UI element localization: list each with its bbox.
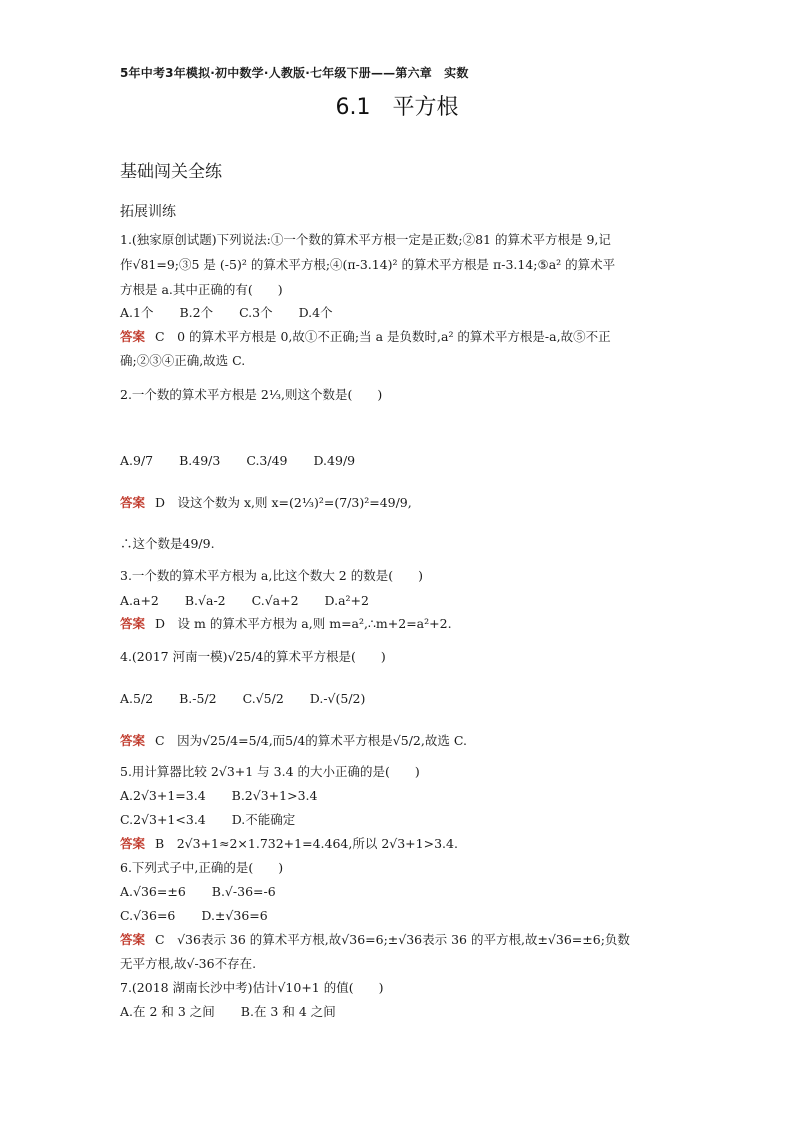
q1-answer-text: C 0 的算术平方根是 0,故①不正确;当 a 是负数时,a² 的算术平方根是-a,故⑤不正 [155, 329, 611, 344]
q2-option-a: A.9/7 [120, 453, 154, 468]
q4-answer-text: C 因为√25/4=5/4,而5/4的算术平方根是√5/2,故选 C. [155, 733, 467, 748]
q1-option-d: D.4个 [298, 305, 333, 320]
q5-options-row1 [120, 787, 339, 805]
q3-stem: 3.一个数的算术平方根为 a,比这个数大 2 的数是( ) [120, 568, 423, 583]
q5-options-row2 [120, 811, 317, 829]
q2-option-b: B.49/3 [179, 453, 221, 468]
q4-option-c: C.√5/2 [242, 691, 284, 706]
q2-stem: 2.一个数的算术平方根是 2⅓,则这个数是( ) [120, 387, 383, 402]
q3-options [120, 592, 391, 610]
q4-stem: 4.(2017 河南一模)√25/4的算术平方根是( ) [120, 649, 386, 664]
q7-option-b: B.在 3 和 4 之间 [240, 1004, 336, 1019]
q1-stem-line3: 方根是 a.其中正确的有( ) [120, 282, 283, 297]
answer-tag: 答案 [120, 616, 146, 631]
q1-option-b: B.2个 [179, 305, 214, 320]
q2-answer-text: D 设这个数为 x,则 x=(2⅓)²=(7/3)²=49/9, [155, 495, 412, 510]
q1-answer-line1 [120, 328, 611, 346]
q7-stem: 7.(2018 湖南长沙中考)估计√10+1 的值( ) [120, 980, 384, 995]
q1-stem-line1: 1.(独家原创试题)下列说法:①一个数的算术平方根一定是正数;②81 的算术平方根是 9,记 [120, 232, 611, 247]
q7-options [120, 1003, 358, 1021]
q5-option-c: C.2√3+1<3.4 [120, 812, 206, 827]
q2-answer-line1 [120, 494, 412, 512]
q6-stem: 6.下列式子中,正确的是( ) [120, 860, 284, 875]
q4-options [120, 690, 387, 708]
q1-stem-line2: 作√81=9;③5 是 (-5)² 的算术平方根;④(π-3.14)² 的算术平方根是 π-3.14;⑤a² 的算术平 [120, 257, 616, 272]
q3-option-b: B.√a-2 [184, 593, 226, 608]
answer-tag: 答案 [120, 329, 146, 344]
q6-options-row1 [120, 883, 298, 901]
q5-stem: 5.用计算器比较 2√3+1 与 3.4 的大小正确的是( ) [120, 764, 420, 779]
answer-tag: 答案 [120, 495, 146, 510]
q4-answer-line1 [120, 732, 467, 750]
level-title: 基础闯关全练 [120, 162, 222, 182]
q1-options [120, 304, 355, 322]
q4-option-a: A.5/2 [120, 691, 154, 706]
sub-title: 拓展训练 [120, 204, 176, 220]
q5-answer-line1 [120, 835, 458, 853]
q3-answer-text: D 设 m 的算术平方根为 a,则 m=a²,∴m+2=a²+2. [155, 616, 452, 631]
q5-option-b: B.2√3+1>3.4 [231, 788, 318, 803]
answer-tag: 答案 [120, 836, 146, 851]
q6-option-c: C.√36=6 [120, 908, 176, 923]
q1-answer-line2: 确;②③④正确,故选 C. [120, 353, 246, 368]
q4-option-d: D.-√(5/2) [309, 691, 366, 706]
q6-answer-line1 [120, 931, 630, 949]
answer-tag: 答案 [120, 932, 146, 947]
answer-tag: 答案 [120, 733, 146, 748]
q1-option-a: A.1个 [120, 305, 154, 320]
q6-option-d: D.±√36=6 [201, 908, 268, 923]
q6-options-row2 [120, 907, 290, 925]
q3-option-c: C.√a+2 [251, 593, 299, 608]
q4-option-b: B.-5/2 [179, 691, 217, 706]
q2-options [120, 452, 377, 470]
q6-option-b: B.√-36=-6 [211, 884, 276, 899]
q5-answer-text: B 2√3+1≈2×1.732+1=4.464,所以 2√3+1>3.4. [155, 836, 458, 851]
q5-option-d: D.不能确定 [231, 812, 296, 827]
q2-answer-line2: ∴这个数是49/9. [120, 536, 215, 551]
q7-option-a: A.在 2 和 3 之间 [120, 1004, 215, 1019]
q6-answer-line2: 无平方根,故√-36不存在. [120, 956, 257, 971]
section-title: 6.1 平方根 [335, 95, 459, 120]
q2-option-d: D.49/9 [313, 453, 356, 468]
q6-answer-text: C √36表示 36 的算术平方根,故√36=6;±√36表示 36 的平方根,故±√36=±6;负数 [155, 932, 630, 947]
q1-option-c: C.3个 [239, 305, 273, 320]
running-header: 5年中考3年模拟·初中数学·人教版·七年级下册——第六章 实数 [120, 66, 469, 80]
q5-option-a: A.2√3+1=3.4 [120, 788, 206, 803]
q2-option-c: C.3/49 [246, 453, 288, 468]
q3-option-d: D.a²+2 [324, 593, 369, 608]
q6-option-a: A.√36=±6 [120, 884, 186, 899]
q3-answer-line1 [120, 615, 452, 633]
q3-option-a: A.a+2 [120, 593, 159, 608]
